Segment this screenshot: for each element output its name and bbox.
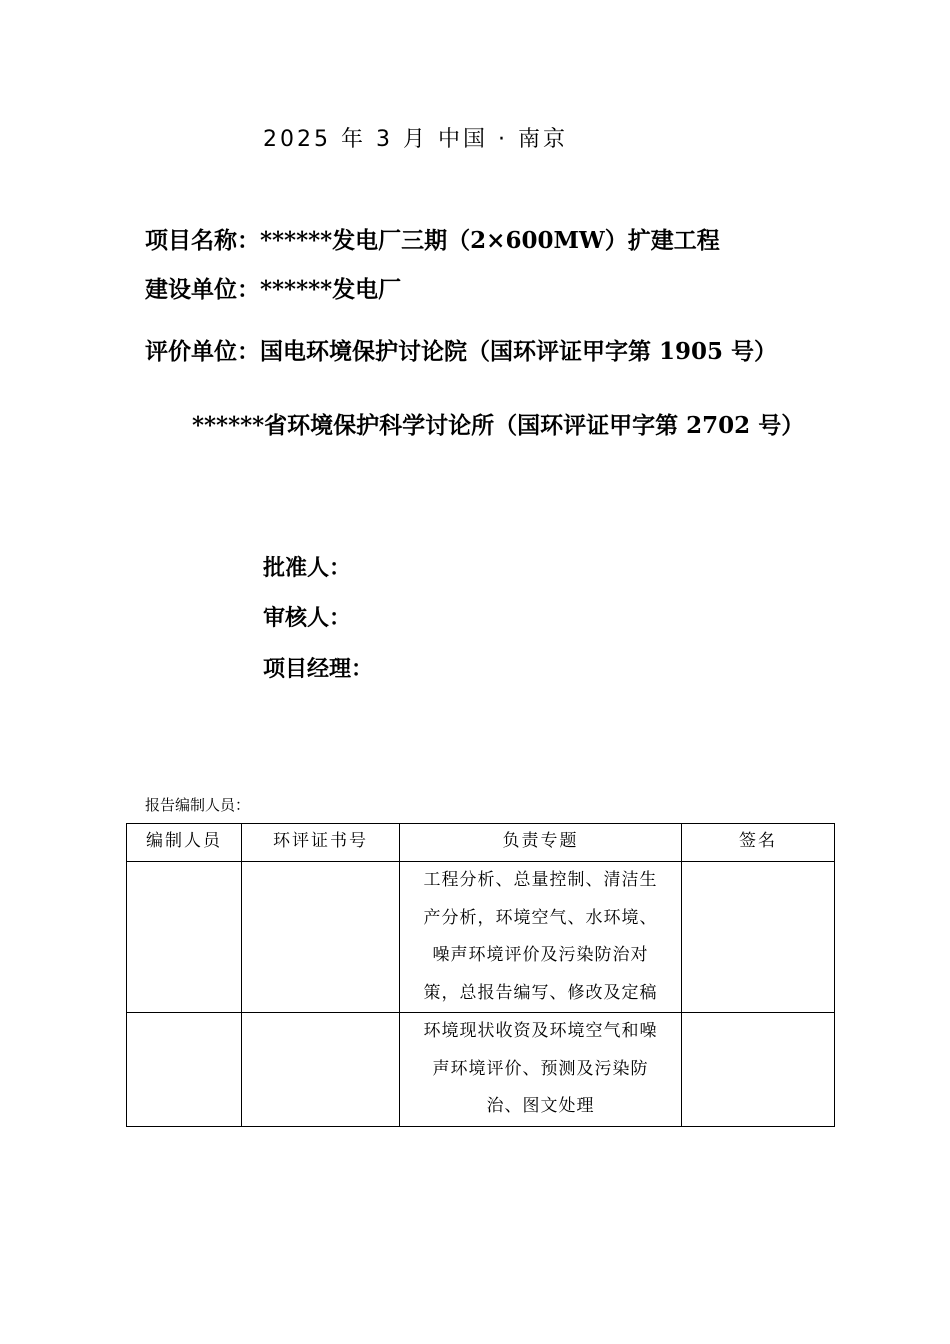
topic-line: 策，总报告编写、修改及定稿 [423,982,658,1003]
topic-cell [400,1013,682,1127]
header-signature: 签名 [682,824,835,862]
signature-cell [682,862,835,1013]
header-cert-number: 环评证书号 [242,824,400,862]
header-topic: 负责专题 [400,824,682,862]
second-evaluator: ******省环境保护科学讨论所（国环评证甲字第 2702 号） [192,412,805,439]
report-date-location: 2025 年 3 月 中国 · 南京 [263,127,568,152]
topic-cell [400,862,682,1013]
project-manager-label: 项目经理： [263,656,374,682]
builder-row [145,271,401,304]
project-name-value: ******发电厂三期（2×600MW）扩建工程 [260,227,720,254]
project-name-label: 项目名称： [145,227,260,254]
table-header-row [127,824,835,862]
signature-cell [682,1013,835,1127]
person-cell [127,1013,242,1127]
person-cell [127,862,242,1013]
topic-line: 产分析，环境空气、水环境、 [423,907,658,928]
table-row [127,1013,835,1127]
evaluator-value: 国电环境保护讨论院（国环评证甲字第 1905 号） [260,338,778,365]
topic-line: 治、图文处理 [486,1096,595,1116]
evaluator-row [145,333,777,366]
table-row [127,862,835,1013]
project-name-row [145,222,720,255]
approver-label: 批准人： [263,555,352,581]
reviewer-label: 审核人： [263,605,352,631]
staff-table [126,823,835,1127]
cert-cell [242,862,400,1013]
evaluator-label: 评价单位： [145,338,260,365]
builder-value: ******发电厂 [260,276,402,303]
topic-line: 声环境评价、预测及污染防 [432,1058,649,1079]
topic-line: 噪声环境评价及污染防治对 [432,945,649,965]
builder-label: 建设单位： [145,276,260,303]
topic-line: 工程分析、总量控制、清洁生 [423,870,658,890]
staff-caption: 报告编制人员： [145,796,251,814]
header-person: 编制人员 [127,824,242,862]
topic-line: 环境现状收资及环境空气和噪 [423,1021,658,1041]
cert-cell [242,1013,400,1127]
